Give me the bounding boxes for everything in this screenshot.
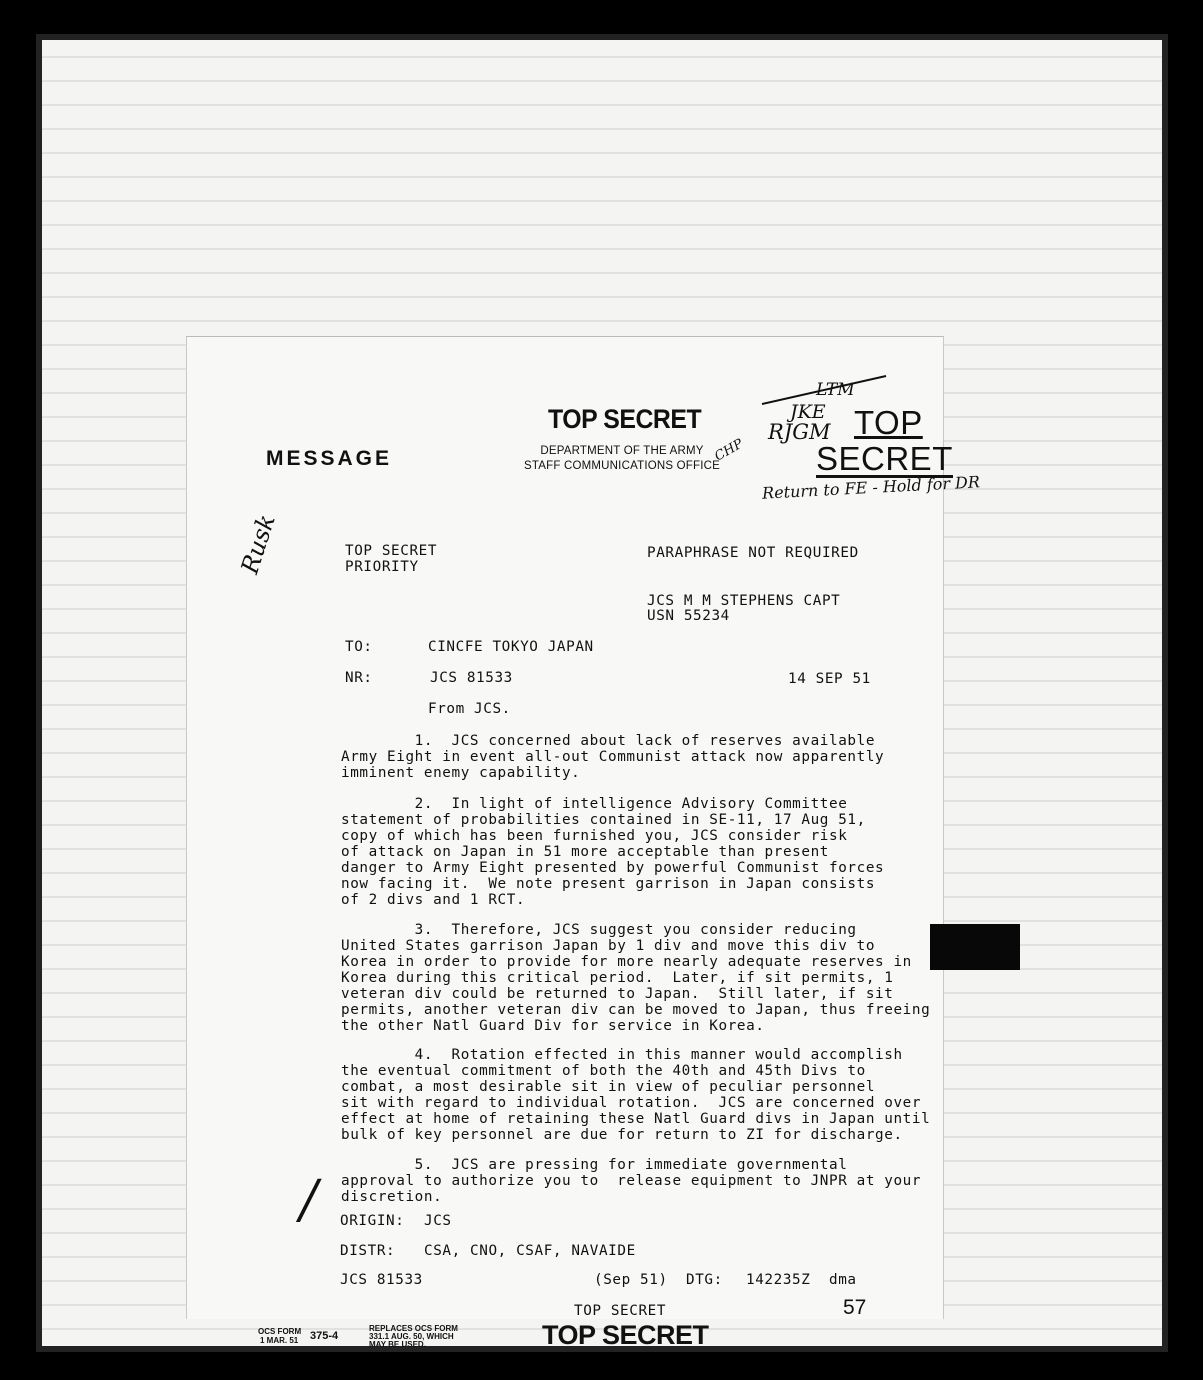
margin-note: Rusk <box>235 510 281 578</box>
paragraph-2-line-7: of 2 divs and 1 RCT. <box>341 892 526 908</box>
to-value: CINCFE TOKYO JAPAN <box>428 639 594 655</box>
originator-line2: USN 55234 <box>647 608 730 624</box>
paragraph-4-line-4: sit with regard to individual rotation. JCS are concerned over <box>341 1095 922 1111</box>
originator-line1: JCS M M STEPHENS CAPT <box>647 593 841 609</box>
paragraph-3-line-7: the other Natl Guard Div for service in Korea. <box>341 1018 765 1034</box>
nr-value: JCS 81533 <box>430 670 513 686</box>
paragraph-1-line-1: 1. JCS concerned about lack of reserves available <box>341 733 876 749</box>
margin-mark: / <box>300 1170 318 1230</box>
side-initials: CHP <box>712 436 746 465</box>
distr-value: CSA, CNO, CSAF, NAVAIDE <box>424 1243 636 1259</box>
form-number: 375-4 <box>310 1330 339 1342</box>
precedence: PRIORITY <box>345 559 419 575</box>
replaces-line-2: 331.1 AUG. 50, WHICH <box>369 1332 454 1341</box>
department-line: DEPARTMENT OF THE ARMY <box>540 445 704 457</box>
paragraph-4-line-6: bulk of key personnel are due for return to ZI for discharge. <box>341 1127 903 1143</box>
initials-rjgm: RJGM <box>768 420 831 444</box>
replaces-line-3: MAY BE USED. <box>369 1340 426 1349</box>
page-number: 57 <box>843 1296 867 1319</box>
paragraph-4-line-5: effect at home of retaining these Natl Guard divs in Japan until <box>341 1111 931 1127</box>
paragraph-2-line-5: danger to Army Eight presented by powerful Communist forces <box>341 860 885 876</box>
paragraph-2-line-1: 2. In light of intelligence Advisory Committee <box>341 796 848 812</box>
reference-date: (Sep 51) <box>594 1272 668 1288</box>
paragraph-2-line-6: now facing it. We note present garrison in Japan consists <box>341 876 876 892</box>
office-line: STAFF COMMUNICATIONS OFFICE <box>524 460 720 472</box>
paragraph-4-line-1: 4. Rotation effected in this manner would accomplish <box>341 1047 903 1063</box>
form-classification: TOP SECRET <box>542 1320 709 1350</box>
paragraph-5-line-2: approval to authorize you to release equipment to JNPR at your <box>341 1173 922 1189</box>
from-line: From JCS. <box>428 701 511 717</box>
message-date: 14 SEP 51 <box>788 671 871 687</box>
form-title: MESSAGE <box>266 447 393 470</box>
form-name: OCS FORM <box>258 1327 302 1336</box>
header-classification: TOP SECRET <box>548 404 702 434</box>
message-classification: TOP SECRET <box>345 543 438 559</box>
paragraph-1-line-2: Army Eight in event all-out Communist attack now apparently <box>341 749 885 765</box>
paragraph-2-line-3: copy of which has been furnished you, JCS consider risk <box>341 828 848 844</box>
paragraph-3-line-1: 3. Therefore, JCS suggest you consider reducing <box>341 922 857 938</box>
paragraph-3-line-4: Korea during this critical period. Later, if sit permits, 1 <box>341 970 894 986</box>
paragraph-5-line-3: discretion. <box>341 1189 443 1205</box>
nr-label: NR: <box>345 670 373 686</box>
stamp-secret: SECRET <box>816 440 953 477</box>
initials-jke: JKE <box>790 401 826 423</box>
paraphrase-note: PARAPHRASE NOT REQUIRED <box>647 545 859 561</box>
paragraph-2-line-2: statement of probabilities contained in SE-11, 17 Aug 51, <box>341 812 866 828</box>
reference-number: JCS 81533 <box>340 1272 423 1288</box>
typist-initials: dma <box>829 1272 857 1288</box>
origin-label: ORIGIN: <box>340 1213 405 1229</box>
paragraph-2-line-4: of attack on Japan in 51 more acceptable than present <box>341 844 829 860</box>
paragraph-1-line-3: imminent enemy capability. <box>341 765 581 781</box>
paragraph-4-line-2: the eventual commitment of both the 40th and 45th Divs to <box>341 1063 866 1079</box>
distr-label: DISTR: <box>340 1243 396 1259</box>
dtg-value: 142235Z <box>746 1272 811 1288</box>
redaction-block <box>930 924 1020 970</box>
paragraph-3-line-3: Korea in order to provide for more nearly adequate reserves in <box>341 954 912 970</box>
replaces-line-1: REPLACES OCS FORM <box>369 1324 458 1333</box>
dtg-label: DTG: <box>686 1272 723 1288</box>
stamp-top: TOP <box>854 404 923 441</box>
paragraph-5-line-1: 5. JCS are pressing for immediate governmental <box>341 1157 848 1173</box>
struck-initials: LTM <box>816 380 855 400</box>
handwritten-note: Return to FE - Hold for DR <box>761 472 981 503</box>
origin-value: JCS <box>424 1213 452 1229</box>
paragraph-3-line-6: permits, another veteran div can be moved to Japan, thus freeing <box>341 1002 931 1018</box>
paragraph-3-line-5: veteran div could be returned to Japan. Still later, if sit <box>341 986 894 1002</box>
to-label: TO: <box>345 639 373 655</box>
form-date: 1 MAR. 51 <box>260 1336 299 1345</box>
footer-classification: TOP SECRET <box>574 1303 667 1319</box>
paragraph-3-line-2: United States garrison Japan by 1 div and move this div to <box>341 938 876 954</box>
paragraph-4-line-3: combat, a most desirable sit in view of peculiar personnel <box>341 1079 876 1095</box>
